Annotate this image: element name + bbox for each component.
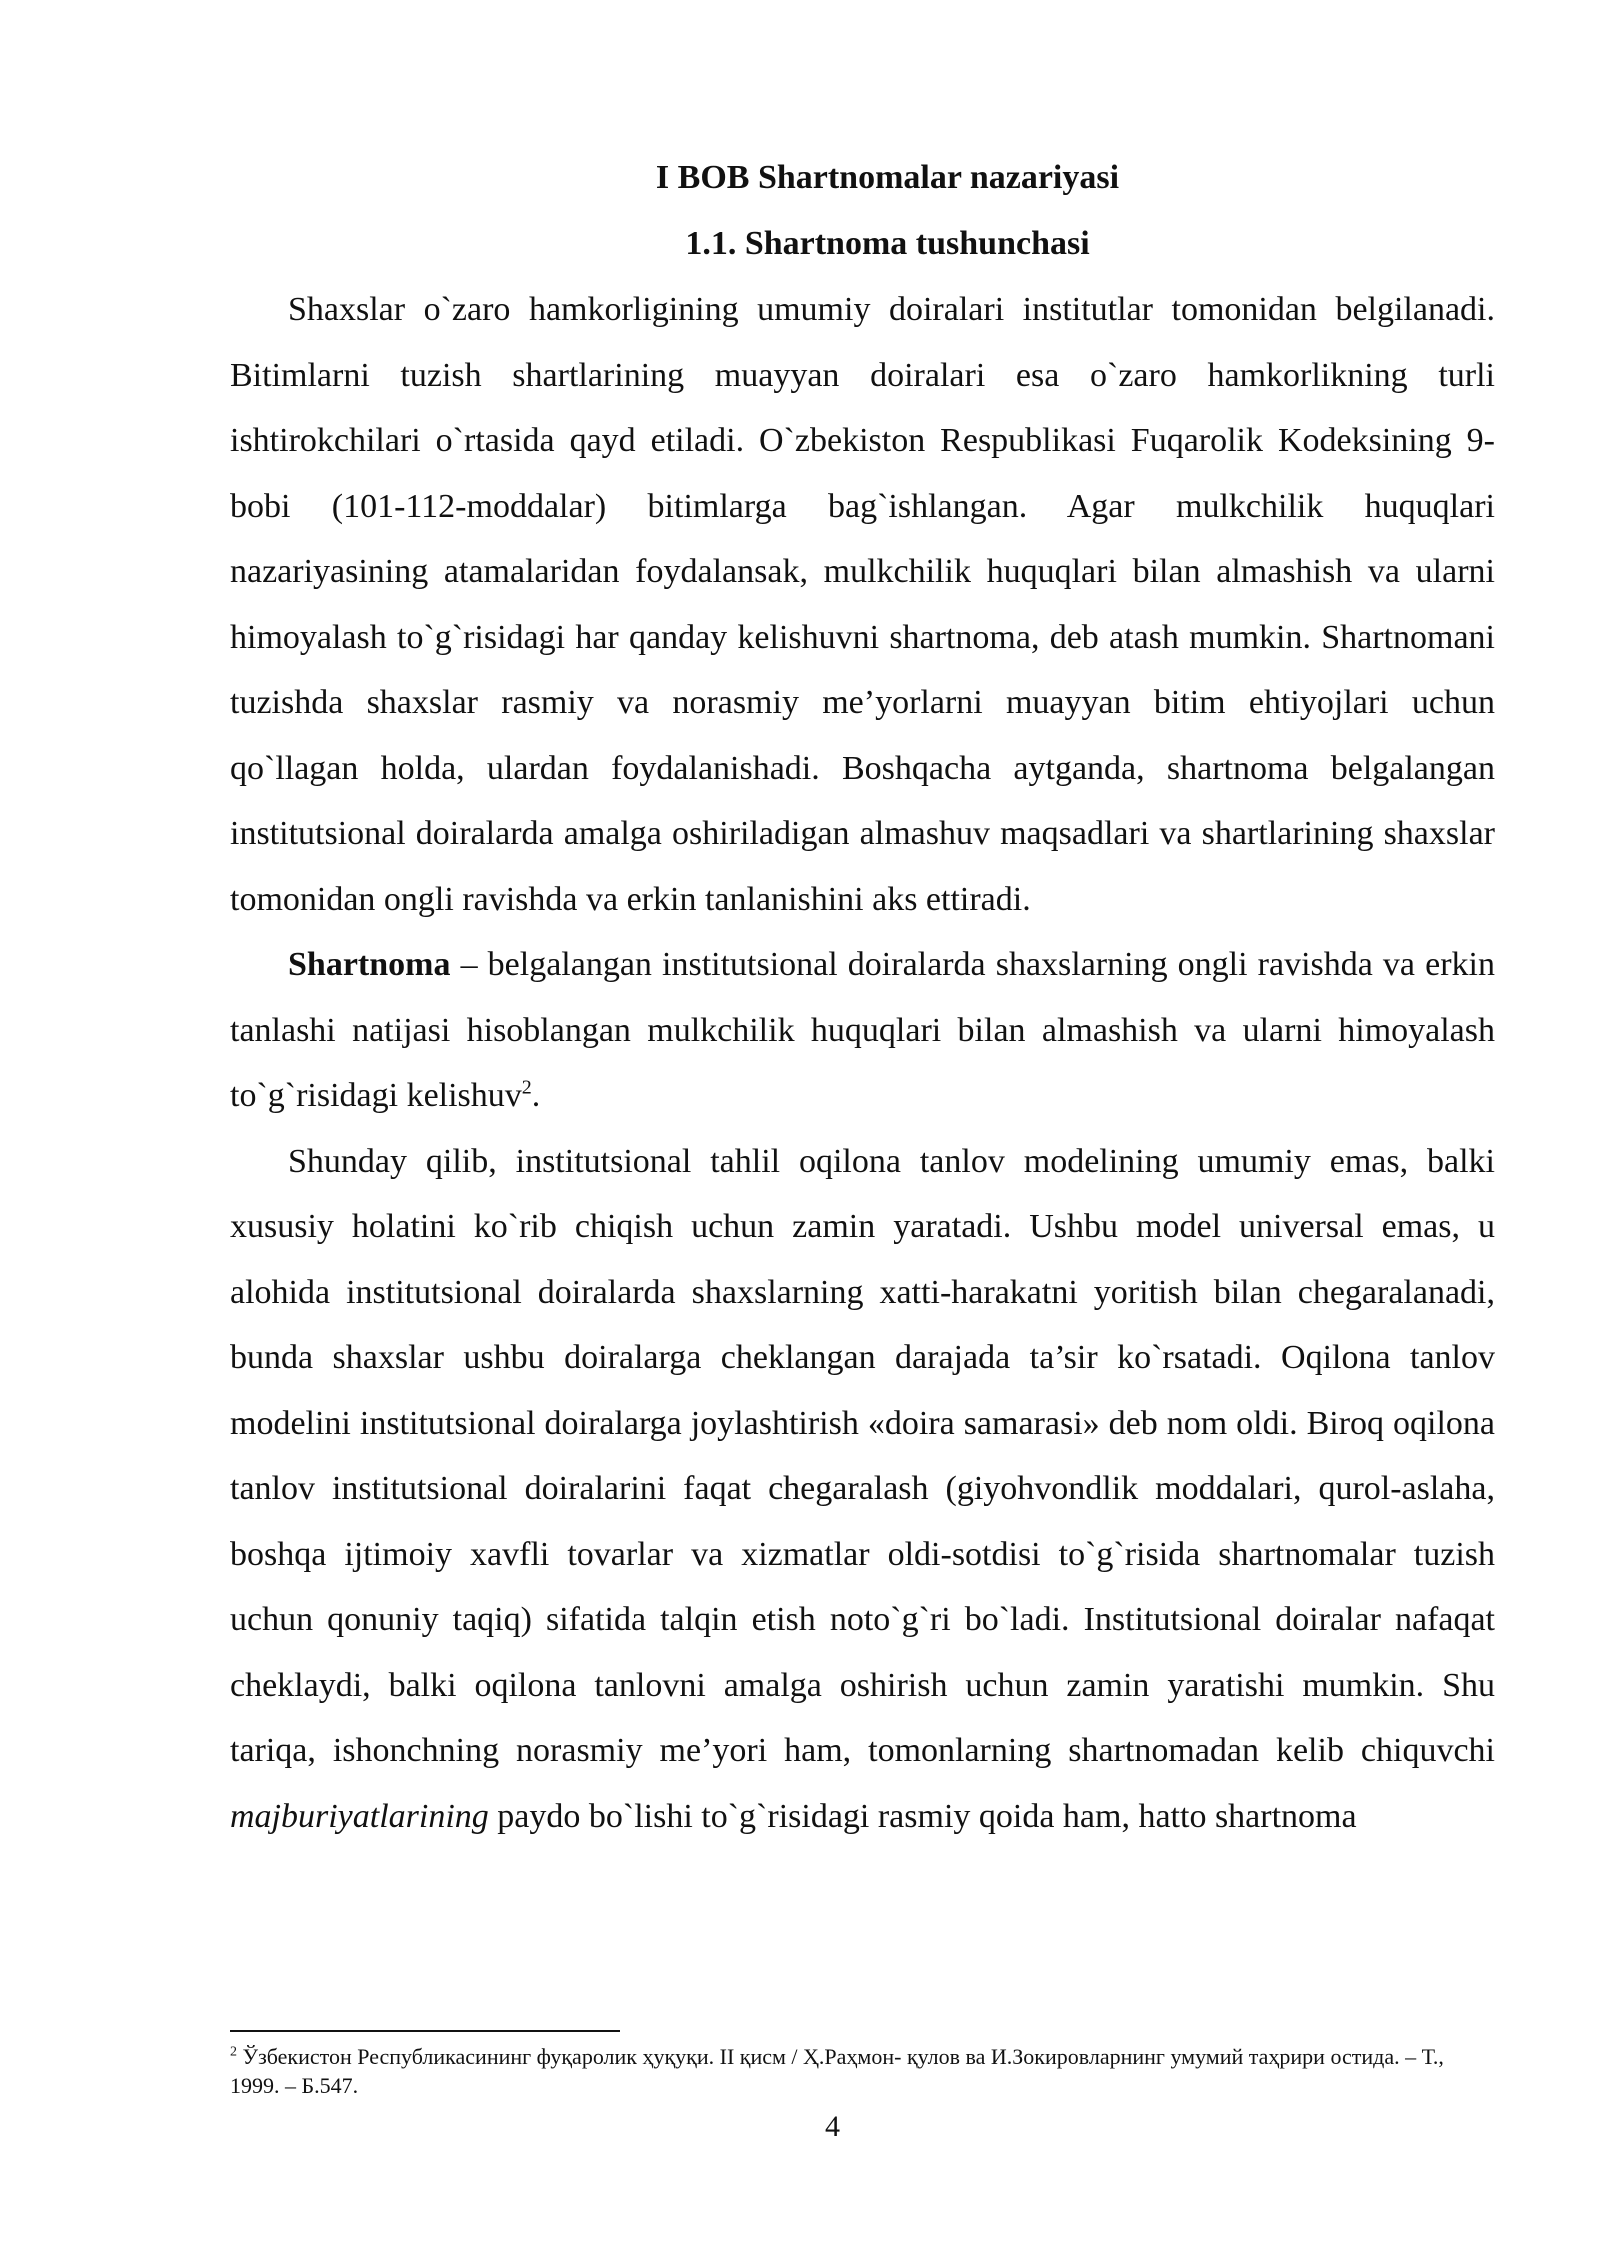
footnote-reference[interactable]: 2: [521, 1076, 532, 1099]
document-page: [230, 145, 1495, 1849]
footnote: [230, 2042, 1495, 2100]
paragraph-intro: Shaxslar o`zaro hamkorligining umumiy doiralari institutlar tomonidan belgilanadi. Bitimlarni tuzish shartlarining muayyan doiralari esa o`zaro hamkorlikning turli ishtirokchilari o`rtasida qayd etiladi. O`zbekiston Respublikasi Fuqarolik Kodeksining 9-bobi (101-112-moddalar) bitimlarga bag`ishlangan. Agar mulkchilik huquqlari nazariyasining atamalaridan foydalansak, mulkchilik huquqlari bilan almashish va ularni himoyalash to`g`risidagi har qanday kelishuvni shartnoma, deb atash mumkin. Shartnomani tuzishda shaxslar rasmiy va norasmiy me’yorlarni muayyan bitim ehtiyojlari uchun qo`llagan holda, ulardan foydalanishadi. Boshqacha aytganda, shartnoma belgalangan institutsional doiralarda amalga oshiriladigan almashuv maqsadlari va shartlarining shaxslar tomonidan ongli ravishda va erkin tanlanishini aks ettiradi.: [230, 291, 1495, 918]
section-title: 1.1. Shartnoma tushunchasi: [685, 225, 1090, 262]
definition-text: – belgalangan institutsional doiralarda shaxslarning ongli ravishda va erkin tanlashi natijasi hisoblangan mulkchilik huquqlari bilan almashish va ularni himoyalash to`g`risidagi kelishuv: [230, 946, 1495, 1114]
paragraph-tail: paydo bo`lishi to`g`risidagi rasmiy qoida ham, hatto shartnoma: [488, 1797, 1357, 1835]
footnote-text: Ўзбекистон Республикасининг фуқаролик ҳуқуқи. II қисм / Ҳ.Раҳмон- қулов ва И.Зокировларнинг умумий таҳрири остида. – Т., 1999. – Б.547.: [230, 2044, 1444, 2098]
italic-term: majburiyatlarining: [230, 1797, 489, 1835]
chapter-title: I BOB Shartnomalar nazariyasi: [655, 159, 1120, 196]
footnote-number: 2: [230, 2044, 237, 2060]
paragraph-definition: [230, 932, 1495, 1129]
page-number: 4: [825, 2110, 840, 2143]
definition-term: Shartnoma: [288, 946, 451, 983]
footnote-separator: [230, 2030, 620, 2032]
definition-end: .: [531, 1077, 541, 1114]
paragraph-text: Shunday qilib, institutsional tahlil oqilona tanlov modelining umumiy emas, balki xususiy holatini ko`rib chiqish uchun zamin yaratadi. Ushbu model universal emas, u alohida institutsional doiralarda shaxslarning xatti-harakatni yoritish bilan chegaralanadi, bunda shaxslar ushbu doiralarga cheklangan darajada ta’sir ko`rsatadi. Oqilona tanlov modelini institutsional doiralarga joylashtirish «doira samarasi» deb nom oldi. Biroq oqilona tanlov institutsional doiralarini faqat chegaralash (giyohvondlik moddalari, qurol-aslaha, boshqa ijtimoiy xavfli tovarlar va xizmatlar oldi-sotdisi to`g`risida shartnomalar tuzish uchun qonuniy taqiq) sifatida talqin etish noto`g`ri bo`ladi. Institutsional doiralar nafaqat cheklaydi, balki oqilona tanlovni amalga oshirish uchun zamin yaratishi mumkin. Shu tariqa, ishonchning norasmiy me’yori ham, tomonlarning shartnomadan kelib chiquvchi: [230, 1142, 1495, 1769]
paragraph-institutional-analysis: [230, 1129, 1495, 1850]
